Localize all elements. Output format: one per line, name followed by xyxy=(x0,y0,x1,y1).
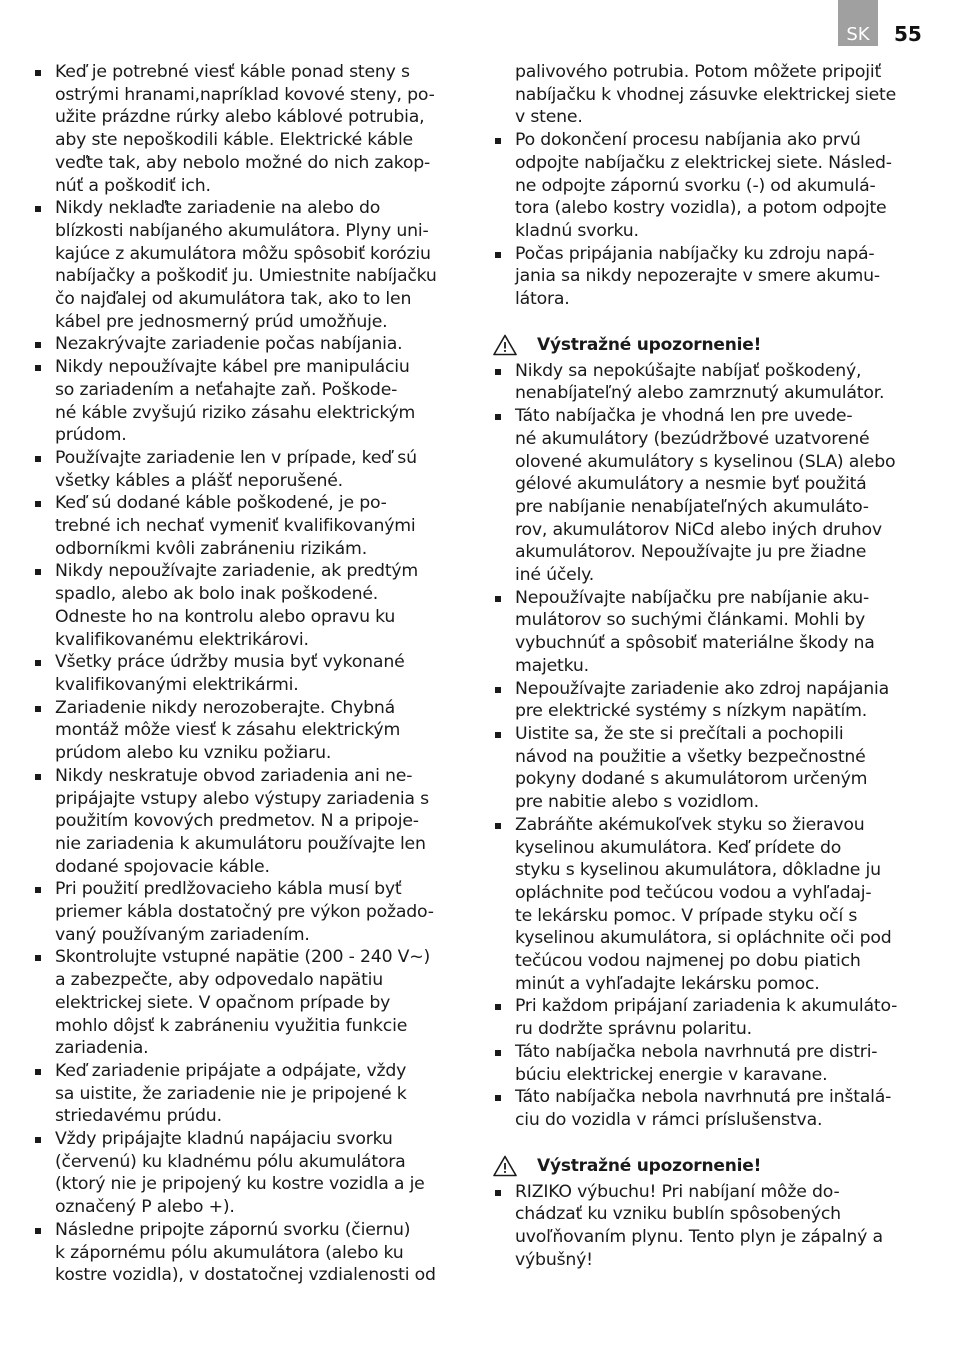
list-item: Nikdy neskratuje obvod zariadenia ani ne- pripájajte vstupy alebo výstupy zariadenia s použitím kovových predmetov. N a pripoje- nie zariadenia k akumulátoru používajte len dodané spojovacie káble. xyxy=(33,765,465,879)
warning-1-bullet-list xyxy=(493,360,929,1132)
list-item: Nikdy neklaďte zariadenie na alebo do blízkosti nabíjaného akumulátora. Plyny uni- kajúce z akumulátora môžu spôsobiť koróziu nabíjačky a poškodiť ju. Umiestnite nabíjačku čo najďalej od akumulátora tak, ako to len kábel pre jednosmerný prúd umožňuje. xyxy=(33,197,465,333)
right-bullet-list xyxy=(493,61,929,129)
list-item: Nepoužívajte zariadenie ako zdroj napájania pre elektrické systémy s nízkym napätím. xyxy=(493,678,929,723)
page-number: 55 xyxy=(894,22,922,46)
list-item: Pri každom pripájaní zariadenia k akumuláto- ru dodržte správnu polaritu. xyxy=(493,995,929,1040)
list-item: Táto nabíjačka nebola navrhnutá pre inštalá- ciu do vozidla v rámci príslušenstva. xyxy=(493,1086,929,1131)
list-item: Nikdy nepoužívajte zariadenie, ak predtým spadlo, alebo ak bolo inak poškodené. Odneste ho na kontrolu alebo opravu ku kvalifikovanému elektrikárovi. xyxy=(33,560,465,651)
warning-heading-2 xyxy=(493,1154,929,1178)
list-item: Táto nabíjačka nebola navrhnutá pre distri- búciu elektrickej energie v karavane. xyxy=(493,1041,929,1086)
list-item: Táto nabíjačka je vhodná len pre uvede- né akumulátory (bezúdržbové uzatvorené olovené akumulátory s kyselinou (SLA) alebo gélové akumulátory a nesmie byť použitá pre nabíjanie nenabíjateľných akumuláto- rov, akumulátorov NiCd alebo iných druhov akumulátorov. Nepoužívajte ju pre žiadne iné účely. xyxy=(493,405,929,587)
list-item: Počas pripájania nabíjačky ku zdroju napá- jania sa nikdy nepozerajte v smere akumu- látora. xyxy=(493,243,929,311)
warning-2-bullet-list xyxy=(493,1181,929,1272)
right-bullet-list-main xyxy=(493,129,929,311)
warning-heading-1 xyxy=(493,333,929,357)
list-item: RIZIKO výbuchu! Pri nabíjaní môže do- chádzať ku vzniku bublín spôsobených uvoľňovaním plynu. Tento plyn je zápalný a výbušný! xyxy=(493,1181,929,1272)
warning-triangle-icon xyxy=(493,1155,517,1177)
list-item: Nikdy sa nepokúšajte nabíjať poškodený, nenabíjateľný alebo zamrznutý akumulátor. xyxy=(493,360,929,405)
list-item: Vždy pripájajte kladnú napájaciu svorku (červenú) ku kladnému pólu akumulátora (ktorý nie je pripojený ku kostre vozidla a je označený P alebo +). xyxy=(33,1128,465,1219)
list-item: Keď sú dodané káble poškodené, je po- trebné ich nechať vymeniť kvalifikovanými odborníkmi kvôli zabráneniu rizikám. xyxy=(33,492,465,560)
list-item: Všetky práce údržby musia byť vykonané kvalifikovanými elektrikármi. xyxy=(33,651,465,696)
list-item: Keď zariadenie pripájate a odpájate, vždy sa uistite, že zariadenie nie je pripojené k striedavému prúdu. xyxy=(33,1060,465,1128)
list-item: Nikdy nepoužívajte kábel pre manipuláciu so zariadením a neťahajte zaň. Poškode- né káble zvyšujú riziko zásahu elektrickým prúdom. xyxy=(33,356,465,447)
warning-title-1: Výstražné upozornenie! xyxy=(537,334,762,355)
list-item: Uistite sa, že ste si prečítali a pochopili návod na použitie a všetky bezpečnostné pokyny dodané s akumulátorom určeným pre nabitie alebo s vozidlom. xyxy=(493,723,929,814)
list-item: Zabráňte akémukoľvek styku so žieravou kyselinou akumulátora. Keď prídete do styku s kyselinou akumulátora, dôkladne ju opláchnite pod tečúcou vodou a vyhľadaj- te lekársku pomoc. V prípade styku očí s kyselinou akumulátora, si opláchnite oči pod tečúcou vodou najmenej po dobu piatich minút a vyhľadajte lekársku pomoc. xyxy=(493,814,929,996)
left-column xyxy=(33,61,465,1287)
language-tab: SK xyxy=(838,0,878,46)
warning-triangle-icon xyxy=(493,334,517,356)
list-item: Keď je potrebné viesť káble ponad steny s ostrými hranami,napríklad kovové steny, po- užite prázdne rúrky alebo káblové potrubia, aby ste nepoškodili káble. Elektrické káble veďte tak, aby nebolo možné do nich zakop- núť a poškodiť ich. xyxy=(33,61,465,197)
left-bullet-list xyxy=(33,61,465,1287)
list-item: Pri použití predlžovacieho kábla musí byť priemer kábla dostatočný pre výkon požado- vaný používaným zariadením. xyxy=(33,878,465,946)
list-item: Nezakrývajte zariadenie počas nabíjania. xyxy=(33,333,465,356)
list-item: Používajte zariadenie len v prípade, keď sú všetky kábles a plášť neporušené. xyxy=(33,447,465,492)
list-item: Skontrolujte vstupné napätie (200 - 240 V~) a zabezpečte, aby odpovedalo napätiu elektrickej siete. V opačnom prípade by mohlo dôjsť k zabráneniu využitia funkcie zariadenia. xyxy=(33,946,465,1060)
continued-paragraph: palivového potrubia. Potom môžete pripojiť nabíjačku k vhodnej zásuvke elektrickej siete v stene. xyxy=(515,62,897,128)
warning-title-2: Výstražné upozornenie! xyxy=(537,1155,762,1176)
list-item: Následne pripojte zápornú svorku (čiernu) k zápornému pólu akumulátora (alebo ku kostre vozidla), v dostatočnej vzdialenosti od xyxy=(33,1219,465,1287)
list-item: Po dokončení procesu nabíjania ako prvú odpojte nabíjačku z elektrickej siete. Násled- ne odpojte zápornú svorku (-) od akumulá- tora (alebo kostry vozidla), a potom odpojte kladnú svorku. xyxy=(493,129,929,243)
right-column xyxy=(493,61,929,1271)
list-item: Nepoužívajte nabíjačku pre nabíjanie aku- mulátorov so suchými článkami. Mohli by vybuchnúť a spôsobiť materiálne škody na majetku. xyxy=(493,587,929,678)
list-item: Zariadenie nikdy nerozoberajte. Chybná montáž môže viesť k zásahu elektrickým prúdom alebo ku vzniku požiaru. xyxy=(33,697,465,765)
